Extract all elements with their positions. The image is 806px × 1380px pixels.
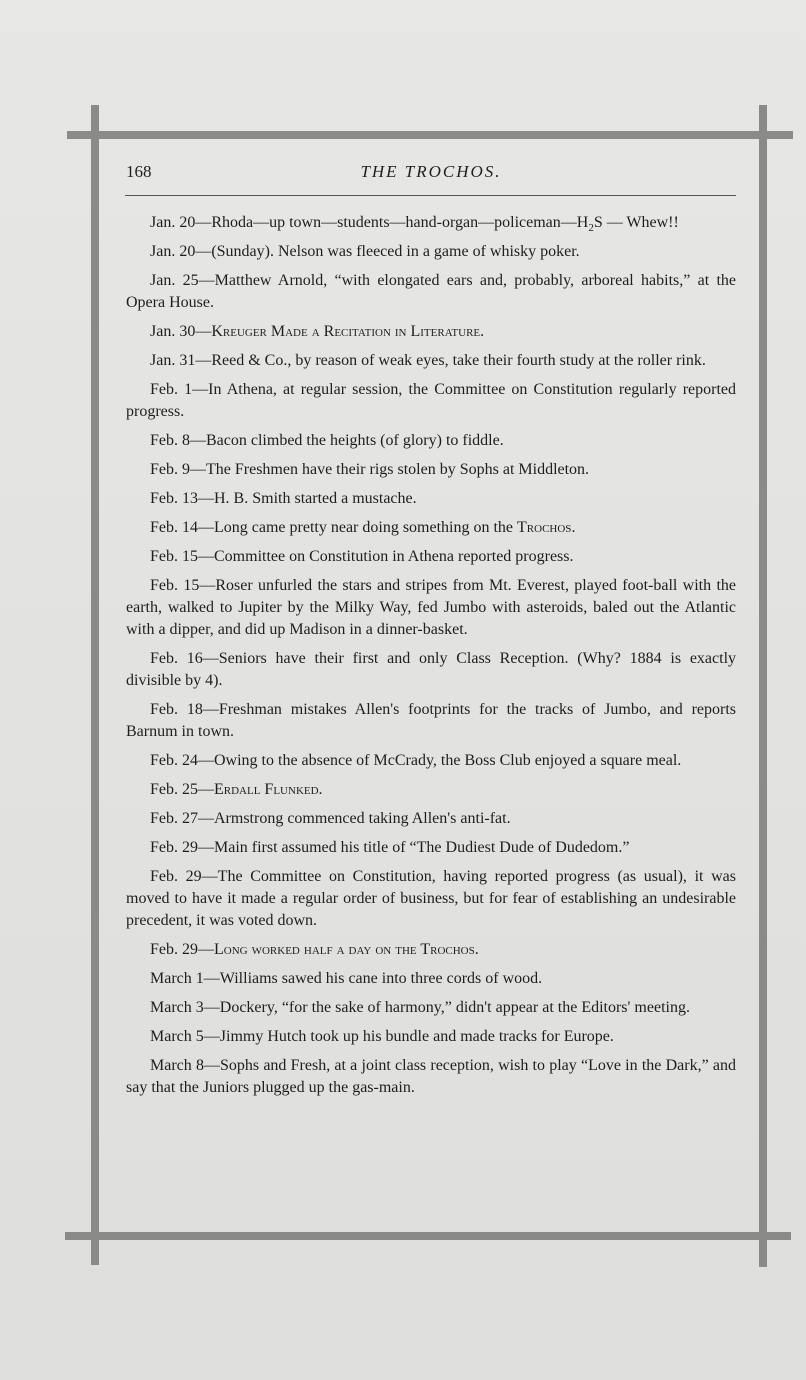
entry-date: March 1	[150, 970, 204, 987]
entry-date: Feb. 9	[150, 461, 190, 478]
entry-text-smallcaps: Trochos	[517, 519, 572, 536]
entry-feb-18: Feb. 18—Freshman mistakes Allen's footprints for the tracks of Jumbo, and reports Barnum in town.	[126, 701, 737, 740]
entry-text: Matthew Arnold, “with elongated ears and, probably, arboreal habits,” at the Opera House.	[126, 272, 736, 311]
frame-rule-left	[91, 105, 99, 1265]
entry-date: March 3	[150, 999, 204, 1016]
entry-text: Long worked half a day on the Trochos.	[214, 941, 479, 958]
entry-march-5: March 5—Jimmy Hutch took up his bundle and made tracks for Europe.	[150, 1028, 614, 1045]
entry-date: Feb. 13	[150, 490, 198, 507]
entry-date: Feb. 15	[150, 577, 200, 594]
entry-text: Jimmy Hutch took up his bundle and made tracks for Europe.	[219, 1028, 614, 1045]
entry-feb-9: Feb. 9—The Freshmen have their rigs stolen by Sophs at Middleton.	[150, 461, 590, 478]
entry-text: Reed & Co., by reason of weak eyes, take their fourth study at the roller rink.	[211, 352, 706, 369]
entry-text: Rhoda—up town—students—hand-organ—policeman—H	[211, 214, 589, 231]
entry-feb-1: Feb. 1—In Athena, at regular session, the Committee on Constitution regularly reported progress.	[126, 381, 737, 420]
entry-date: Feb. 8	[150, 432, 190, 449]
entry-text: Main first assumed his title of “The Dudiest Dude of Dudedom.”	[214, 839, 630, 856]
frame-rule-bottom	[65, 1232, 791, 1240]
entry-text: H. B. Smith started a mustache.	[214, 490, 417, 507]
entry-jan-31: Jan. 31—Reed & Co., by reason of weak eyes, take their fourth study at the roller rink.	[150, 352, 706, 369]
entry-march-8: March 8—Sophs and Fresh, at a joint class reception, wish to play “Love in the Dark,” and say that the Juniors plugged up the gas-main.	[126, 1057, 737, 1096]
entry-date: Jan. 31	[150, 352, 196, 369]
entry-date: March 8	[150, 1057, 204, 1074]
entry-feb-15-a: Feb. 15—Committee on Constitution in Athena reported progress.	[150, 548, 574, 565]
entry-date: Feb. 29	[150, 839, 198, 856]
entry-date: Feb. 15	[150, 548, 198, 565]
entry-text: S — Whew!!	[593, 214, 679, 231]
entry-date: Feb. 14	[150, 519, 198, 536]
entry-text: Seniors have their first and only Class Reception. (Why? 1884 is exactly divisible by 4).	[126, 650, 737, 689]
entry-text: Dockery, “for the sake of harmony,” didn't appear at the Editors' meeting.	[219, 999, 690, 1016]
diary-entries	[126, 212, 736, 1106]
entry-text: Freshman mistakes Allen's footprints for the tracks of Jumbo, and reports Barnum in town.	[126, 701, 737, 740]
entry-text: The Freshmen have their rigs stolen by Sophs at Middleton.	[206, 461, 590, 478]
entry-text: Kreuger Made a Recitation in Literature.	[211, 323, 485, 340]
entry-date: Jan. 20	[150, 214, 196, 231]
entry-text: Bacon climbed the heights (of glory) to fiddle.	[206, 432, 504, 449]
entry-text: Owing to the absence of McCrady, the Boss Club enjoyed a square meal.	[214, 752, 682, 769]
entry-text: Committee on Constitution in Athena reported progress.	[214, 548, 574, 565]
entry-jan-25: Jan. 25—Matthew Arnold, “with elongated ears and, probably, arboreal habits,” at the Opera House.	[126, 272, 736, 311]
frame-rule-top	[67, 131, 793, 139]
entry-date: Feb. 1	[150, 381, 193, 398]
entry-text: Williams sawed his cane into three cords of wood.	[219, 970, 543, 987]
running-title: THE TROCHOS.	[360, 162, 502, 181]
entry-date: Feb. 27	[150, 810, 198, 827]
entry-feb-25: Feb. 25—Erdall Flunked.	[150, 781, 323, 798]
entry-feb-29-b: Feb. 29—The Committee on Constitution, having reported progress (as usual), it was moved to have it made a regular order of business, but for fear of establishing an undesirable precedent, it was voted down.	[126, 868, 737, 929]
page-number: 168	[126, 162, 152, 181]
entry-feb-15-b: Feb. 15—Roser unfurled the stars and stripes from Mt. Everest, played foot-ball with the earth, walked to Jupiter by the Milky Way, fed Jumbo with asteroids, baled out the Atlantic with a dipper, and did up Madison in a dinner-basket.	[126, 577, 737, 638]
entry-feb-24: Feb. 24—Owing to the absence of McCrady, the Boss Club enjoyed a square meal.	[150, 752, 682, 769]
frame-rule-right	[759, 105, 767, 1267]
entry-date: Feb. 18	[150, 701, 203, 718]
entry-feb-14: Feb. 14—Long came pretty near doing something on the Trochos.	[150, 519, 576, 536]
entry-feb-13: Feb. 13—H. B. Smith started a mustache.	[150, 490, 417, 507]
entry-feb-27: Feb. 27—Armstrong commenced taking Allen's anti-fat.	[150, 810, 511, 827]
entry-march-1: March 1—Williams sawed his cane into three cords of wood.	[150, 970, 543, 987]
entry-text: (Sunday). Nelson was fleeced in a game of whisky poker.	[211, 243, 580, 260]
entry-date: Jan. 20	[150, 243, 196, 260]
entry-text: Roser unfurled the stars and stripes from Mt. Everest, played foot-ball with the earth, walked to Jupiter by the Milky Way, fed Jumbo with asteroids, baled out the Atlantic with a dipper, and did up Madison in a dinner-basket.	[126, 577, 737, 638]
entry-jan-20-rhoda: Jan. 20—Rhoda—up $town—students—hand-organ—policeman—H_2S$ — Whew!!	[150, 214, 679, 235]
entry-text: Armstrong commenced taking Allen's anti-fat.	[214, 810, 511, 827]
entry-text: The Committee on Constitution, having reported progress (as usual), it was moved to have it made a regular order of business, but for fear of establishing an undesirable precedent, it was voted down.	[126, 868, 737, 929]
entry-text: Erdall Flunked.	[214, 781, 323, 798]
entry-feb-16: Feb. 16—Seniors have their first and only Class Reception. (Why? 1884 is exactly divisible by 4).	[126, 650, 737, 689]
entry-feb-29-c: Feb. 29—Long worked half a day on the Trochos.	[150, 941, 479, 958]
entry-date: Feb. 25	[150, 781, 198, 798]
subscript: 2	[588, 222, 594, 235]
entry-text: Sophs and Fresh, at a joint class reception, wish to play “Love in the Dark,” and say that the Juniors plugged up the gas-main.	[126, 1057, 737, 1096]
entry-date: Jan. 30	[150, 323, 196, 340]
entry-date: Feb. 16	[150, 650, 203, 667]
entry-text: Long came pretty near doing something on the	[214, 519, 518, 536]
entry-date: March 5	[150, 1028, 204, 1045]
header-rule	[125, 195, 736, 196]
entry-jan-30: Jan. 30—Kreuger Made a Recitation in Literature.	[150, 323, 485, 340]
entry-feb-29-a: Feb. 29—Main first assumed his title of “The Dudiest Dude of Dudedom.”	[150, 839, 630, 856]
page-header	[126, 160, 736, 190]
entry-date: Jan. 25	[150, 272, 199, 289]
entry-date: Feb. 29	[150, 941, 198, 958]
entry-date: Feb. 29	[150, 868, 202, 885]
entry-text: In Athena, at regular session, the Committee on Constitution regularly reported progress.	[126, 381, 737, 420]
entry-march-3: March 3—Dockery, “for the sake of harmony,” didn't appear at the Editors' meeting.	[150, 999, 690, 1016]
entry-jan-20-sunday: Jan. 20—(Sunday). Nelson was fleeced in a game of whisky poker.	[150, 243, 580, 260]
entry-date: Feb. 24	[150, 752, 198, 769]
entry-feb-8: Feb. 8—Bacon climbed the heights (of glory) to fiddle.	[150, 432, 504, 449]
